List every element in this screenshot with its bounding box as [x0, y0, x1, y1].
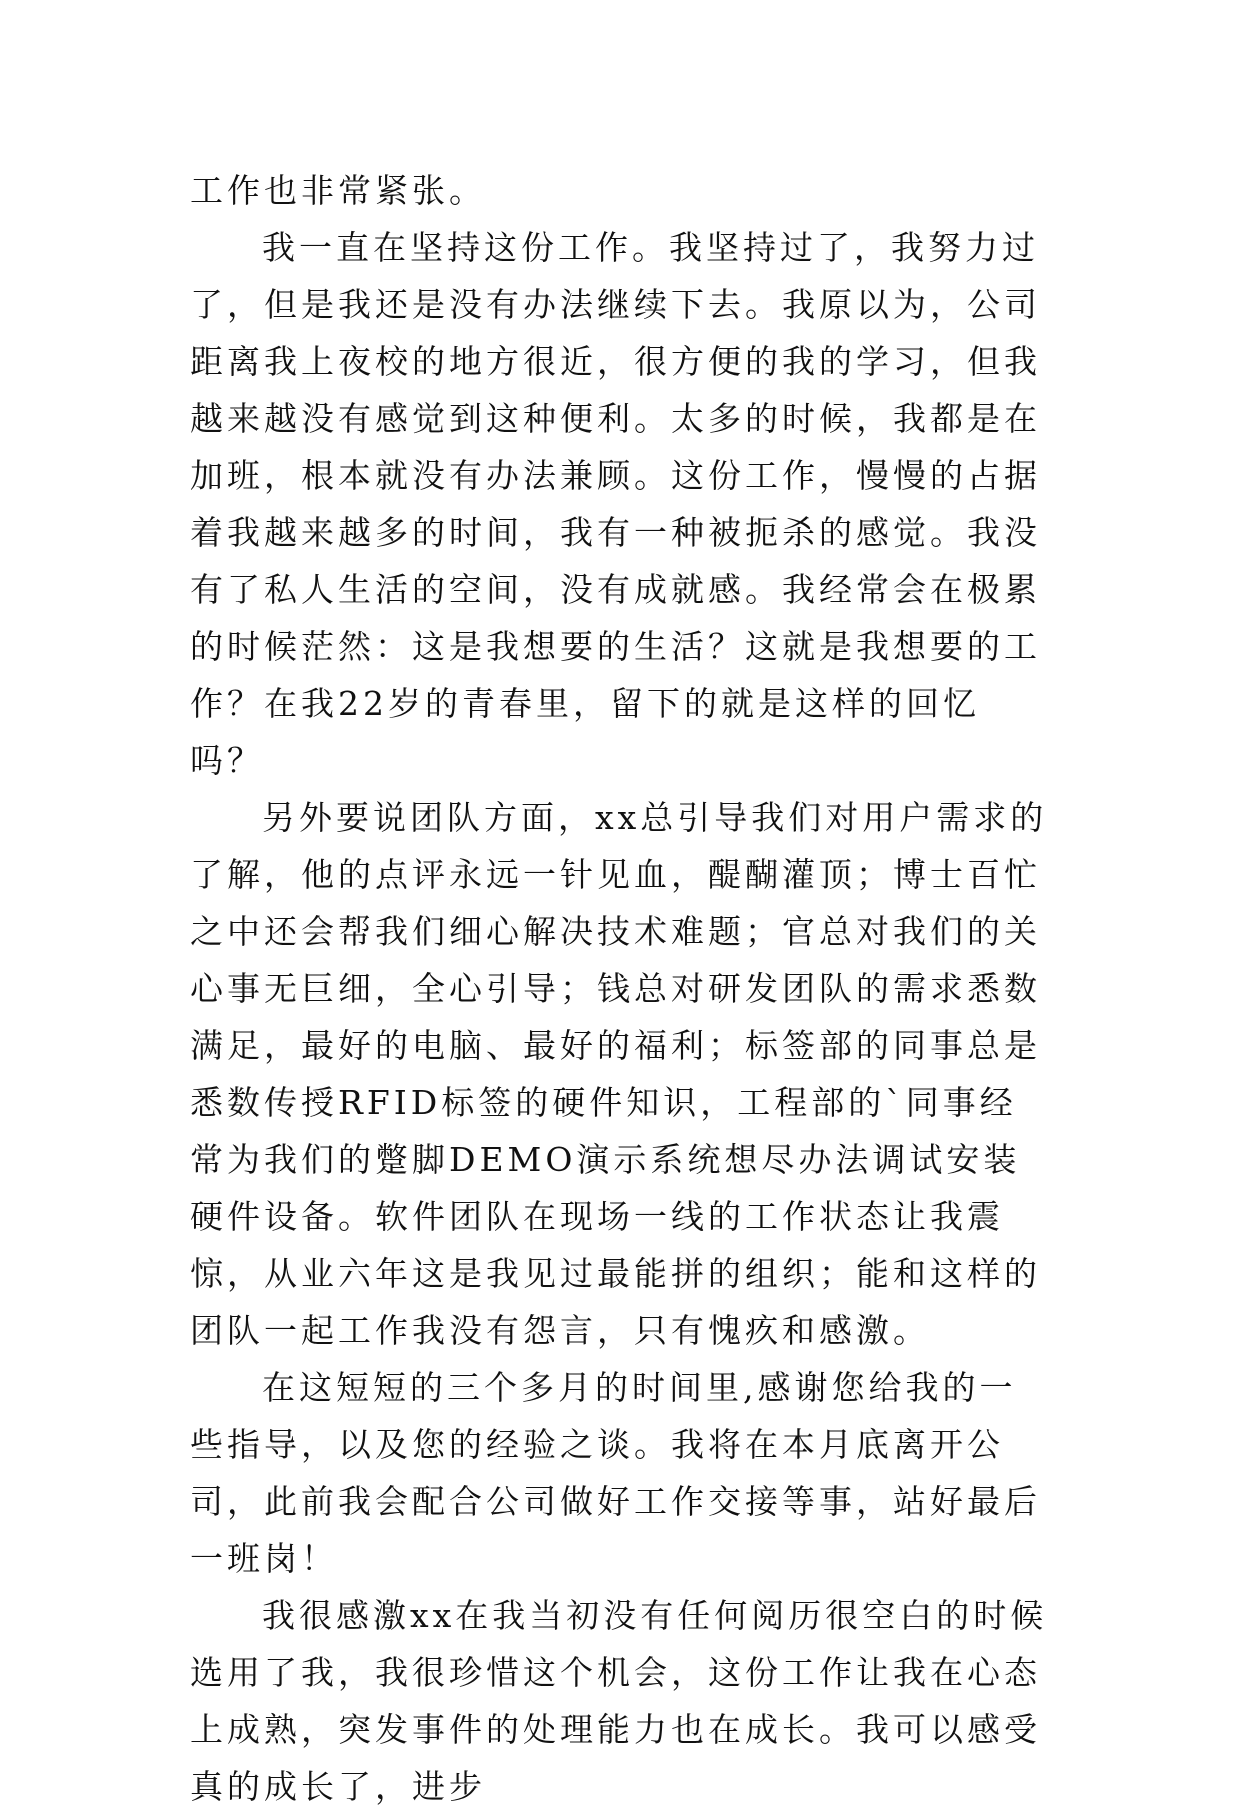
paragraph-4: 在这短短的三个多月的时间里,感谢您给我的一些指导，以及您的经验之谈。我将在本月底离开公司，此前我会配合公司做好工作交接等事，站好最后一班岗！ [190, 1368, 1041, 1578]
paragraph-2: 我一直在坚持这份工作。我坚持过了，我努力过了，但是我还是没有办法继续下去。我原以为，公司距离我上夜校的地方很近，很方便的我的学习，但我越来越没有感觉到这种便利。太多的时候，我都是在加班，根本就没有办法兼顾。这份工作，慢慢的占据着我越来越多的时间，我有一种被扼杀的感觉。我没有了私人生活的空间，没有成就感。我经常会在极累的时候茫然：这是我想要的生活？这就是我想要的工作？在我22岁的青春里，留下的就是这样的回忆吗？ [190, 228, 1041, 780]
paragraph-1: 工作也非常紧张。 [190, 171, 486, 210]
paragraph-5: 我很感激xx在我当初没有任何阅历很空白的时候选用了我，我很珍惜这个机会，这份工作让我在心态上成熟，突发事件的处理能力也在成长。我可以感受真的成长了，进步 [190, 1596, 1048, 1806]
document-body [190, 162, 1050, 1815]
paragraph-3: 另外要说团队方面，xx总引导我们对用户需求的了解，他的点评永远一针见血，醍醐灌顶；博士百忙之中还会帮我们细心解决技术难题；官总对我们的关心事无巨细，全心引导；钱总对研发团队的需求悉数满足，最好的电脑、最好的福利；标签部的同事总是悉数传授RFID标签的硬件知识，工程部的`同事经常为我们的蹩脚DEMO演示系统想尽办法调试安装硬件设备。软件团队在现场一线的工作状态让我震惊，从业六年这是我见过最能拼的组织；能和这样的团队一起工作我没有怨言，只有愧疚和感激。 [190, 798, 1048, 1350]
